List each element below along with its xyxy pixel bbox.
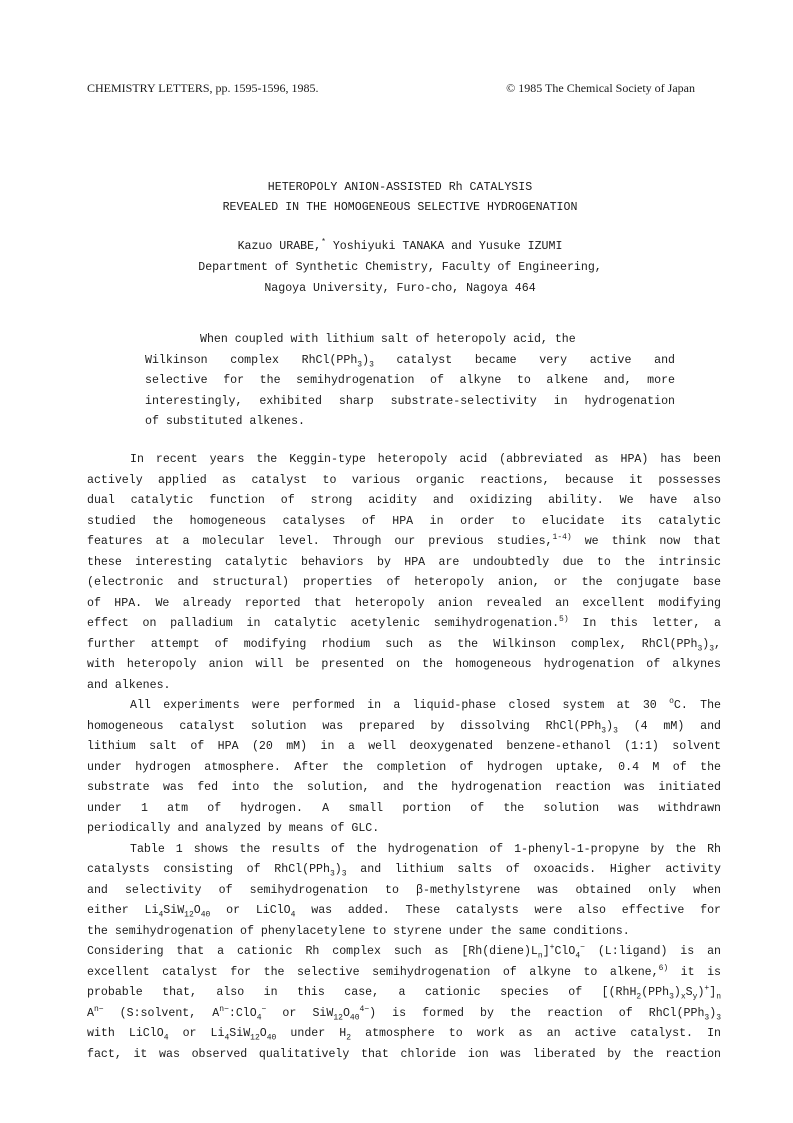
title-line: HETEROPOLY ANION-ASSISTED Rh CATALYSIS (267, 181, 533, 194)
body-line: $A^{n-}$ (S:solvent, $A^{n-}:ClO_4^-$ or $SiW_{12}O_{40}^{4-}$) is formed by the reaction of $RhCl(PPh_3)_3$ (87, 1004, 721, 1022)
journal-citation: CHEMISTRY LETTERS, pp. 1595-1596, 1985. (87, 81, 319, 95)
body-line: probable that, also in this case, a cationic species of $[(RhH_2(PPh_3)_xS_y)^+]_n$ (87, 984, 721, 1002)
author-text: Kazuo URABE, (237, 240, 322, 253)
body-line: the semihydrogenation of phenylacetylene to styrene under the same conditions. (87, 924, 630, 938)
body-line: (electronic and structural) properties of heteropoly anion, or the conjugate base (87, 576, 721, 589)
corresponding-mark: * (321, 238, 326, 248)
body-line: effect on palladium in catalytic acetylenic semihydrogenation.$^{5)}$ In this letter, a (87, 615, 721, 630)
body-line: and selectivity of semihydrogenation to β-methylstyrene was obtained only when (87, 883, 721, 897)
body-line: actively applied as catalyst to various organic reactions, because it possesses (87, 473, 721, 487)
body-line: these interesting catalytic behaviors by HPA are undoubtedly due to the intrinsic (87, 555, 721, 569)
abstract (145, 330, 675, 433)
title-line: REVEALED IN THE HOMOGENEOUS SELECTIVE HYDROGENATION (222, 201, 578, 214)
body-line: under 1 atm of hydrogen. A small portion of the solution was withdrawn (87, 801, 721, 815)
body-line: substrate was fed into the solution, and the hydrogenation reaction was initiated (87, 781, 721, 794)
body-line: lithium salt of HPA (20 mM) in a well deoxygenated benzene-ethanol (1:1) solvent (87, 740, 721, 753)
body-line: excellent catalyst for the selective semihydrogenation of alkyne to alkene,$^{6)}$ it is (87, 963, 721, 979)
body-line: periodically and analyzed by means of GLC. (87, 822, 380, 835)
body-line: All experiments were performed in a liquid-phase closed system at 30 $^o$C. The (130, 697, 721, 712)
body-line: Table 1 shows the results of the hydrogenation of 1-phenyl-1-propyne by the Rh (130, 842, 721, 856)
body-line: of HPA. We already reported that heteropoly anion revealed an excellent modifying (87, 596, 721, 610)
copyright-notice: © 1985 The Chemical Society of Japan (506, 81, 695, 95)
affiliation: Department of Synthetic Chemistry, Faculty of Engineering, (198, 261, 602, 274)
affiliation: Nagoya University, Furo-cho, Nagoya 464 (264, 282, 536, 295)
author-names (87, 236, 713, 257)
body-line: studied the homogeneous catalyses of HPA in order to elucidate its catalytic (87, 514, 721, 528)
body-line: either $Li_4SiW_{12}O_{40}$ or LiClO$_4$ was added. These catalysts were also effective for (87, 904, 721, 920)
article-title (87, 178, 713, 218)
abstract-line: Wilkinson complex $RhCl(PPh_3)_3$ catalyst became very active and (145, 353, 675, 369)
body-line: under hydrogen atmosphere. After the completion of hydrogen uptake, 0.4 M of the (87, 760, 721, 774)
citation-ref: 6) (658, 963, 669, 973)
body-line: In recent years the Keggin-type heteropoly acid (abbreviated as HPA) has been (130, 453, 721, 466)
author-text: Yoshiyuki TANAKA and Yusuke IZUMI (325, 240, 563, 253)
body-line: dual catalytic function of strong acidity and oxidizing ability. We have also (87, 494, 721, 507)
abstract-line: When coupled with lithium salt of heteropoly acid, the (200, 333, 576, 346)
body-line: with heteropoly anion will be presented on the homogeneous hydrogenation of alkynes (87, 658, 721, 671)
body-line: features at a molecular level. Through our previous studies,$^{1-4)}$ we think now that (87, 533, 721, 548)
abstract-line: interestingly, exhibited sharp substrate-selectivity in hydrogenation (145, 394, 675, 408)
body-line: Considering that a cationic Rh complex such as $[Rh(diene)L_n]^+ClO_4^-$ (L:ligand) is an (87, 943, 721, 961)
body-line: homogeneous catalyst solution was prepared by dissolving $RhCl(PPh_3)_3$ (4 mM) and (87, 719, 721, 735)
body-line: with LiClO$_4$ or $Li_4SiW_{12}O_{40}$ under $H_2$ atmosphere to work as an active catalyst. In (87, 1027, 721, 1043)
abstract-line: of substituted alkenes. (145, 415, 306, 429)
body-text (87, 450, 721, 1065)
citation-ref: 5) (559, 615, 569, 625)
body-line: catalysts consisting of $RhCl(PPh_3)_3$ and lithium salts of oxoacids. Higher activity (87, 863, 721, 879)
body-line: fact, it was observed qualitatively that chloride ion was liberated by the reaction (87, 1047, 721, 1061)
citation-ref: 1-4) (552, 533, 572, 543)
abstract-line: selective for the semihydrogenation of alkyne to alkene and, more (145, 374, 675, 388)
body-line: and alkenes. (87, 678, 171, 692)
author-block (87, 236, 713, 299)
body-line: further attempt of modifying rhodium such as the Wilkinson complex, $RhCl(PPh_3)_3$, (87, 637, 721, 653)
